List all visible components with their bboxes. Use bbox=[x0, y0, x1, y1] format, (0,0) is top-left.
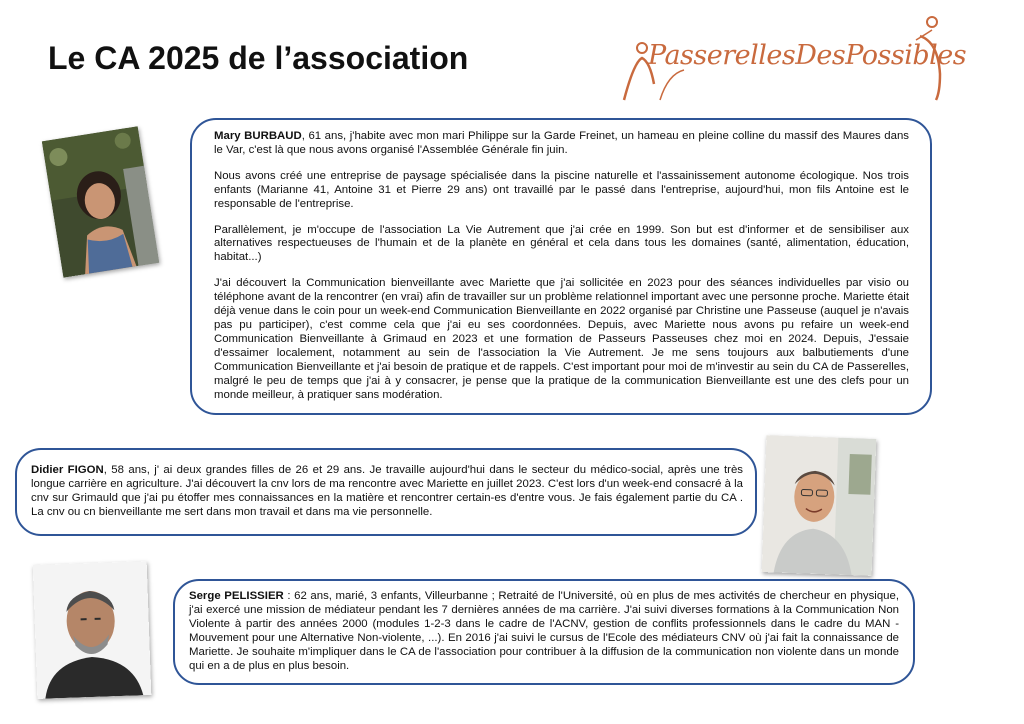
member-intro-paragraph bbox=[214, 130, 909, 158]
association-logo bbox=[620, 14, 967, 102]
member-paragraph: Nous avons créé une entreprise de paysage spécialisée dans la piscine naturelle et l'assainissement autonome écologique. Nos trois enfants (Marianne 41, Antoine 31 et Pierre 29 ans) ont travaillé par le passé dans l'entreprise, aujourd'hui, mon fils Antoine est le responsable de l'entreprise. bbox=[214, 169, 909, 210]
portrait-man-icon bbox=[33, 561, 152, 699]
member-photo-didier bbox=[762, 435, 877, 576]
portrait-man-icon bbox=[762, 435, 877, 576]
member-card-mary bbox=[190, 118, 932, 415]
member-text: : 62 ans, marié, 3 enfants, Villeurbanne ; Retraité de l'Université, où en plus de mes activités de chercheur en physique, j'ai exercé une mission de médiateur pendant les 7 dernières années de ma carrière. J'ai suivi diverses formations à la Communication Non Violente à partir des années 2000 (modules 1-2-3 dans le cadre de l'ACNV, gestion de conflits professionnels dans le cadre du MAN - Mouvement pour une Alternative Non-violente, ...). En 2016 j'ai suivi le cursus de l'Ecole des médiateurs CNV où j'ai fait la connaissance de Mariette. Je souhaite m'impliquer dans le CA de l'association pour contribuer à la diffusion de la communication non violente dans un monde qui en a de plus en plus besoin. bbox=[189, 590, 899, 672]
member-paragraph: J'ai découvert la Communication bienveillante avec Mariette que j'ai sollicitée en 2023 pour des séances individuelles par visio ou téléphone avant de la rencontrer (en vrai) afin de travailler sur un problème relationnel important avec une personne proche. Mariette était déjà venue dans le coin pour un week-end Communication Bienveillante en 2022 organisé par Christine une Passeuse (auquel je n'avais pas pu participer), c'est comme cela que j'ai eu ses coordonnées. Depuis, avec Mariette nous avons pu refaire un week-end Communication Bienveillante à Grimaud en 2023 et une formation de Passeurs Passeuses chez moi en 2024. Depuis, J'essaie d'essaimer localement, notamment au sein de l'association la Vie Autrement. Je me sens toujours aux balbutiements d'une Communication Bienveillante et j'ai besoin de pratique et de rappels. C'est important pour moi de m'investir au sein du CA de Passerelles, malgré le peu de temps que j'ai à y consacrer, je pense que la pratique de la communication Bienveillante est une des clefs pour un monde meilleur, à pratiquer sans modération. bbox=[214, 277, 909, 401]
member-card-didier bbox=[15, 448, 757, 536]
member-intro-paragraph bbox=[31, 464, 743, 520]
member-photo-mary bbox=[42, 126, 159, 277]
member-name: Didier FIGON bbox=[31, 464, 104, 476]
member-intro-paragraph bbox=[189, 590, 899, 673]
member-name: Serge PELISSIER bbox=[189, 590, 284, 602]
portrait-woman-icon bbox=[42, 126, 159, 277]
member-text: , 58 ans, j' ai deux grandes filles de 26 et 29 ans. Je travaille aujourd'hui dans le secteur du médico-social, après une très longue carrière en agriculture. J'ai découvert la cnv lors de ma rencontre avec Mariette en juillet 2023. C'est lors d'un week-end consacré à la cnv sur Grimauld que j'ai pu étoffer mes connaissances en la matière et rencontrer certain-es d'entre vous. Je fais également partie du CA . La cnv ou cn bienveillante me sert dans mon travail et dans ma vie personnelle. bbox=[31, 464, 743, 518]
member-text: , 61 ans, j'habite avec mon mari Philippe sur la Garde Freinet, un hameau en pleine colline du massif des Maures dans le Var, c'est là que nous avons organisé l'Assemblée Générale fin juin. bbox=[214, 130, 910, 156]
member-photo-serge bbox=[33, 561, 152, 699]
logo-text: PasserellesDesPossibles bbox=[648, 40, 967, 71]
member-paragraph: Parallèlement, je m'occupe de l'association La Vie Autrement que j'ai crée en 1999. Son but est d'informer et de sensibiliser aux alternatives respectueuses de l'humain et de la planète en général et cela dans tous les domaines (santé, alimentation, éducation, habitat...) bbox=[214, 223, 909, 264]
member-name: Mary BURBAUD bbox=[214, 130, 302, 142]
page-title: Le CA 2025 de l’association bbox=[48, 40, 469, 76]
member-card-serge bbox=[173, 579, 915, 685]
